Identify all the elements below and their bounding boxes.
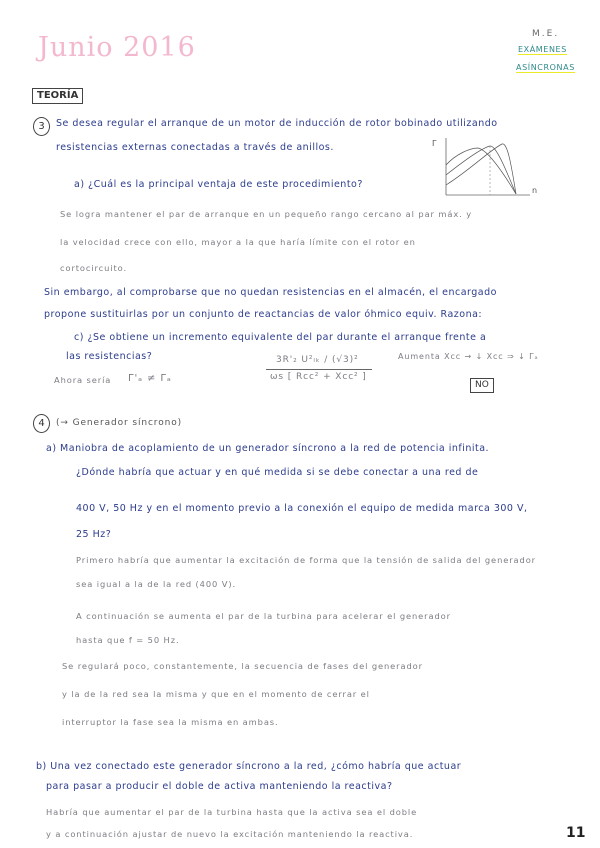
torque-speed-graph bbox=[430, 130, 540, 200]
answer-text: la velocidad crece con ello, mayor a la que haría límite con el rotor en bbox=[60, 237, 416, 247]
answer-text: Se regulará poco, constantemente, la secuencia de fases del generador bbox=[62, 661, 423, 671]
question-text: 25 Hz? bbox=[76, 529, 112, 540]
course-label: M.E. bbox=[532, 29, 560, 39]
graph-y-label: Γ bbox=[432, 139, 437, 148]
formula-numerator: 3R'₂ U²ₗₖ / (√3)² bbox=[276, 355, 359, 365]
answer-text: y la de la red sea la misma y que en el momento de cerrar el bbox=[62, 689, 370, 699]
answer-text: cortocircuito. bbox=[60, 263, 128, 273]
question-text: Sin embargo, al comprobarse que no quedan resistencias en el almacén, el encargado bbox=[44, 287, 497, 298]
formula-label: Ahora sería bbox=[54, 375, 112, 385]
question-number: 4 bbox=[33, 414, 50, 433]
fraction-bar bbox=[266, 369, 372, 370]
answer-text: y a continuación ajustar de nuevo la excitación manteniendo la reactiva. bbox=[46, 829, 414, 839]
topic-tag-1: EXÁMENES bbox=[518, 45, 567, 54]
subquestion-a: a) Maniobra de acoplamiento de un generador síncrono a la red de potencia infinita. bbox=[46, 443, 490, 454]
question-text: propone sustituirlas por un conjunto de reactancias de valor óhmico equiv. Razona: bbox=[44, 309, 483, 320]
answer-text: hasta que f = 50 Hz. bbox=[76, 635, 180, 645]
question-text: ¿Dónde habría que actuar y en qué medida si se debe conectar a una red de bbox=[76, 467, 479, 478]
answer-text: Se logra mantener el par de arranque en un pequeño rango cercano al par máx. y bbox=[60, 209, 473, 219]
torque-curve-2 bbox=[446, 146, 516, 194]
graph-x-label: n bbox=[532, 186, 538, 195]
section-heading: TEORÍA bbox=[32, 88, 83, 104]
answer-text: interruptor la fase sea la misma en ambas. bbox=[62, 717, 279, 727]
formula-lhs: Γ'ₐ ≠ Γₐ bbox=[128, 373, 172, 384]
question-number: 3 bbox=[33, 117, 50, 136]
topic-tag-2: ASÍNCRONAS bbox=[516, 63, 575, 72]
page-number: 11 bbox=[566, 825, 586, 841]
formula-denominator: ωs [ Rcc² + Xcc² ] bbox=[270, 372, 367, 382]
subquestion-a: a) ¿Cuál es la principal ventaja de este procedimiento? bbox=[74, 179, 363, 190]
answer-text: Primero habría que aumentar la excitación de forma que la tensión de salida del generador bbox=[76, 555, 536, 565]
answer-box: NO bbox=[470, 378, 494, 393]
torque-curve-3 bbox=[446, 148, 516, 194]
answer-text: A continuación se aumenta el par de la turbina para acelerar el generador bbox=[76, 611, 451, 621]
question-text: Se desea regular el arranque de un motor de inducción de rotor bobinado utilizando bbox=[56, 118, 498, 129]
formula-right: Aumenta Xcc → ↓ Xcc ⇒ ↓ Γₐ bbox=[398, 352, 539, 361]
subquestion-b: b) Una vez conectado este generador síncrono a la red, ¿cómo habría que actuar bbox=[36, 761, 462, 772]
question-text: resistencias externas conectadas a través de anillos. bbox=[56, 142, 334, 153]
page-title: Junio 2016 bbox=[38, 32, 196, 63]
subquestion-c: las resistencias? bbox=[66, 351, 153, 362]
question-heading: (→ Generador síncrono) bbox=[56, 418, 183, 428]
answer-text: Habría que aumentar el par de la turbina hasta que la activa sea el doble bbox=[46, 807, 418, 817]
answer-text: sea igual a la de la red (400 V). bbox=[76, 579, 236, 589]
subquestion-c: c) ¿Se obtiene un incremento equivalente del par durante el arranque frente a bbox=[74, 332, 487, 343]
question-text: para pasar a producir el doble de activa manteniendo la reactiva? bbox=[46, 781, 393, 792]
question-text: 400 V, 50 Hz y en el momento previo a la conexión el equipo de medida marca 300 V, bbox=[76, 503, 528, 514]
